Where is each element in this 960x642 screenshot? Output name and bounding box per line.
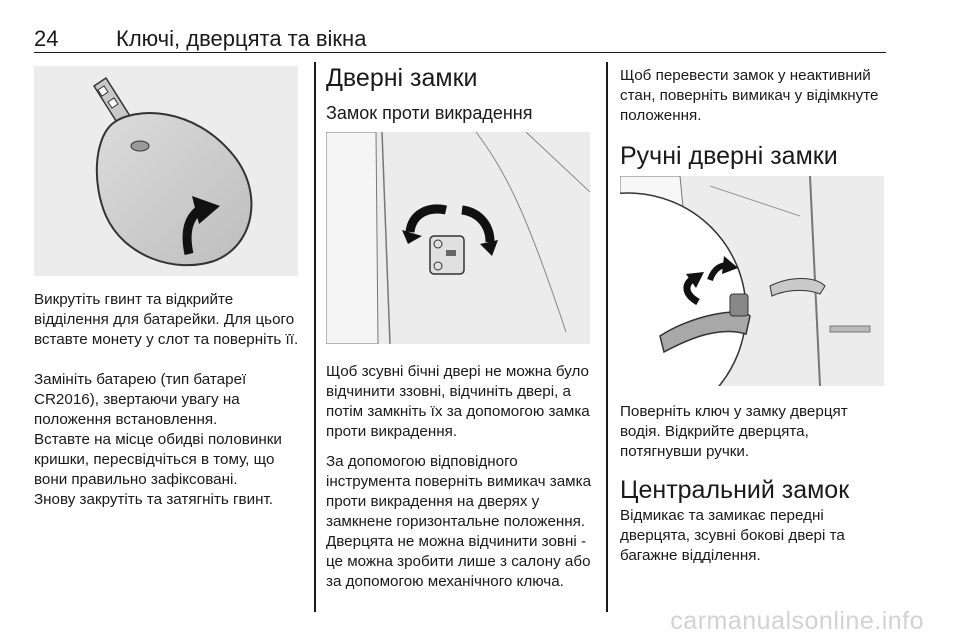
door-locks-heading: Дверні замки [326,64,478,92]
anti-theft-lock-subheading: Замок проти викрадення [326,103,533,123]
central-lock-heading: Центральний замок [620,476,850,504]
anti-theft-lock-figure [326,132,590,344]
col2-paragraph-2: За допомогою відповідного інструмента поверніть вимикач замка проти викрадення на дверях у замкнене горизонтальне положення. Дверцята не можна відчинити зовні - це можна зробити лише з салону або за допомогою механічного ключа. [326,453,592,590]
col1-paragraph-2: Замініть батарею (тип батареї CR2016), звертаючи увагу на положення встановлення. [34,371,247,428]
col3-manual-paragraph: Поверніть ключ у замку дверцят водія. Відкрийте дверцята, потягнувши ручки. [620,403,848,460]
col1-paragraph-4: Знову закрутіть та затягніть гвинт. [34,491,273,508]
page-number: 24 [34,26,59,51]
col3-intro-paragraph: Щоб перевести замок у неактивний стан, поверніть вимикач у відімкнуте положення. [620,67,879,124]
running-title: Ключі, дверцята та вікна [116,26,367,51]
key-fob-figure [34,66,298,276]
col2-paragraph-1: Щоб зсувні бічні двері не можна було відчинити ззовні, відчиніть двері, а потім замкніть їх за допомогою замка проти викрадення. [326,363,590,440]
column-divider-2 [606,62,608,612]
column-divider-1 [314,62,316,612]
watermark: carmanualsonline.info [670,607,924,635]
col1-paragraph-3: Вставте на місце обидві половинки кришки, пересвідчіться в тому, що вони правильно зафіксовані. [34,431,282,488]
col1-paragraph-1: Викрутіть гвинт та відкрийте відділення для батарейки. Для цього вставте монету у слот та поверніть її. [34,291,299,348]
manual-door-locks-heading: Ручні дверні замки [620,142,838,170]
door-handle-figure [620,176,884,386]
col3-central-paragraph: Відмикає та замикає передні дверцята, зсувні бокові двері та багажне відділення. [620,507,845,564]
page-header [34,24,886,53]
